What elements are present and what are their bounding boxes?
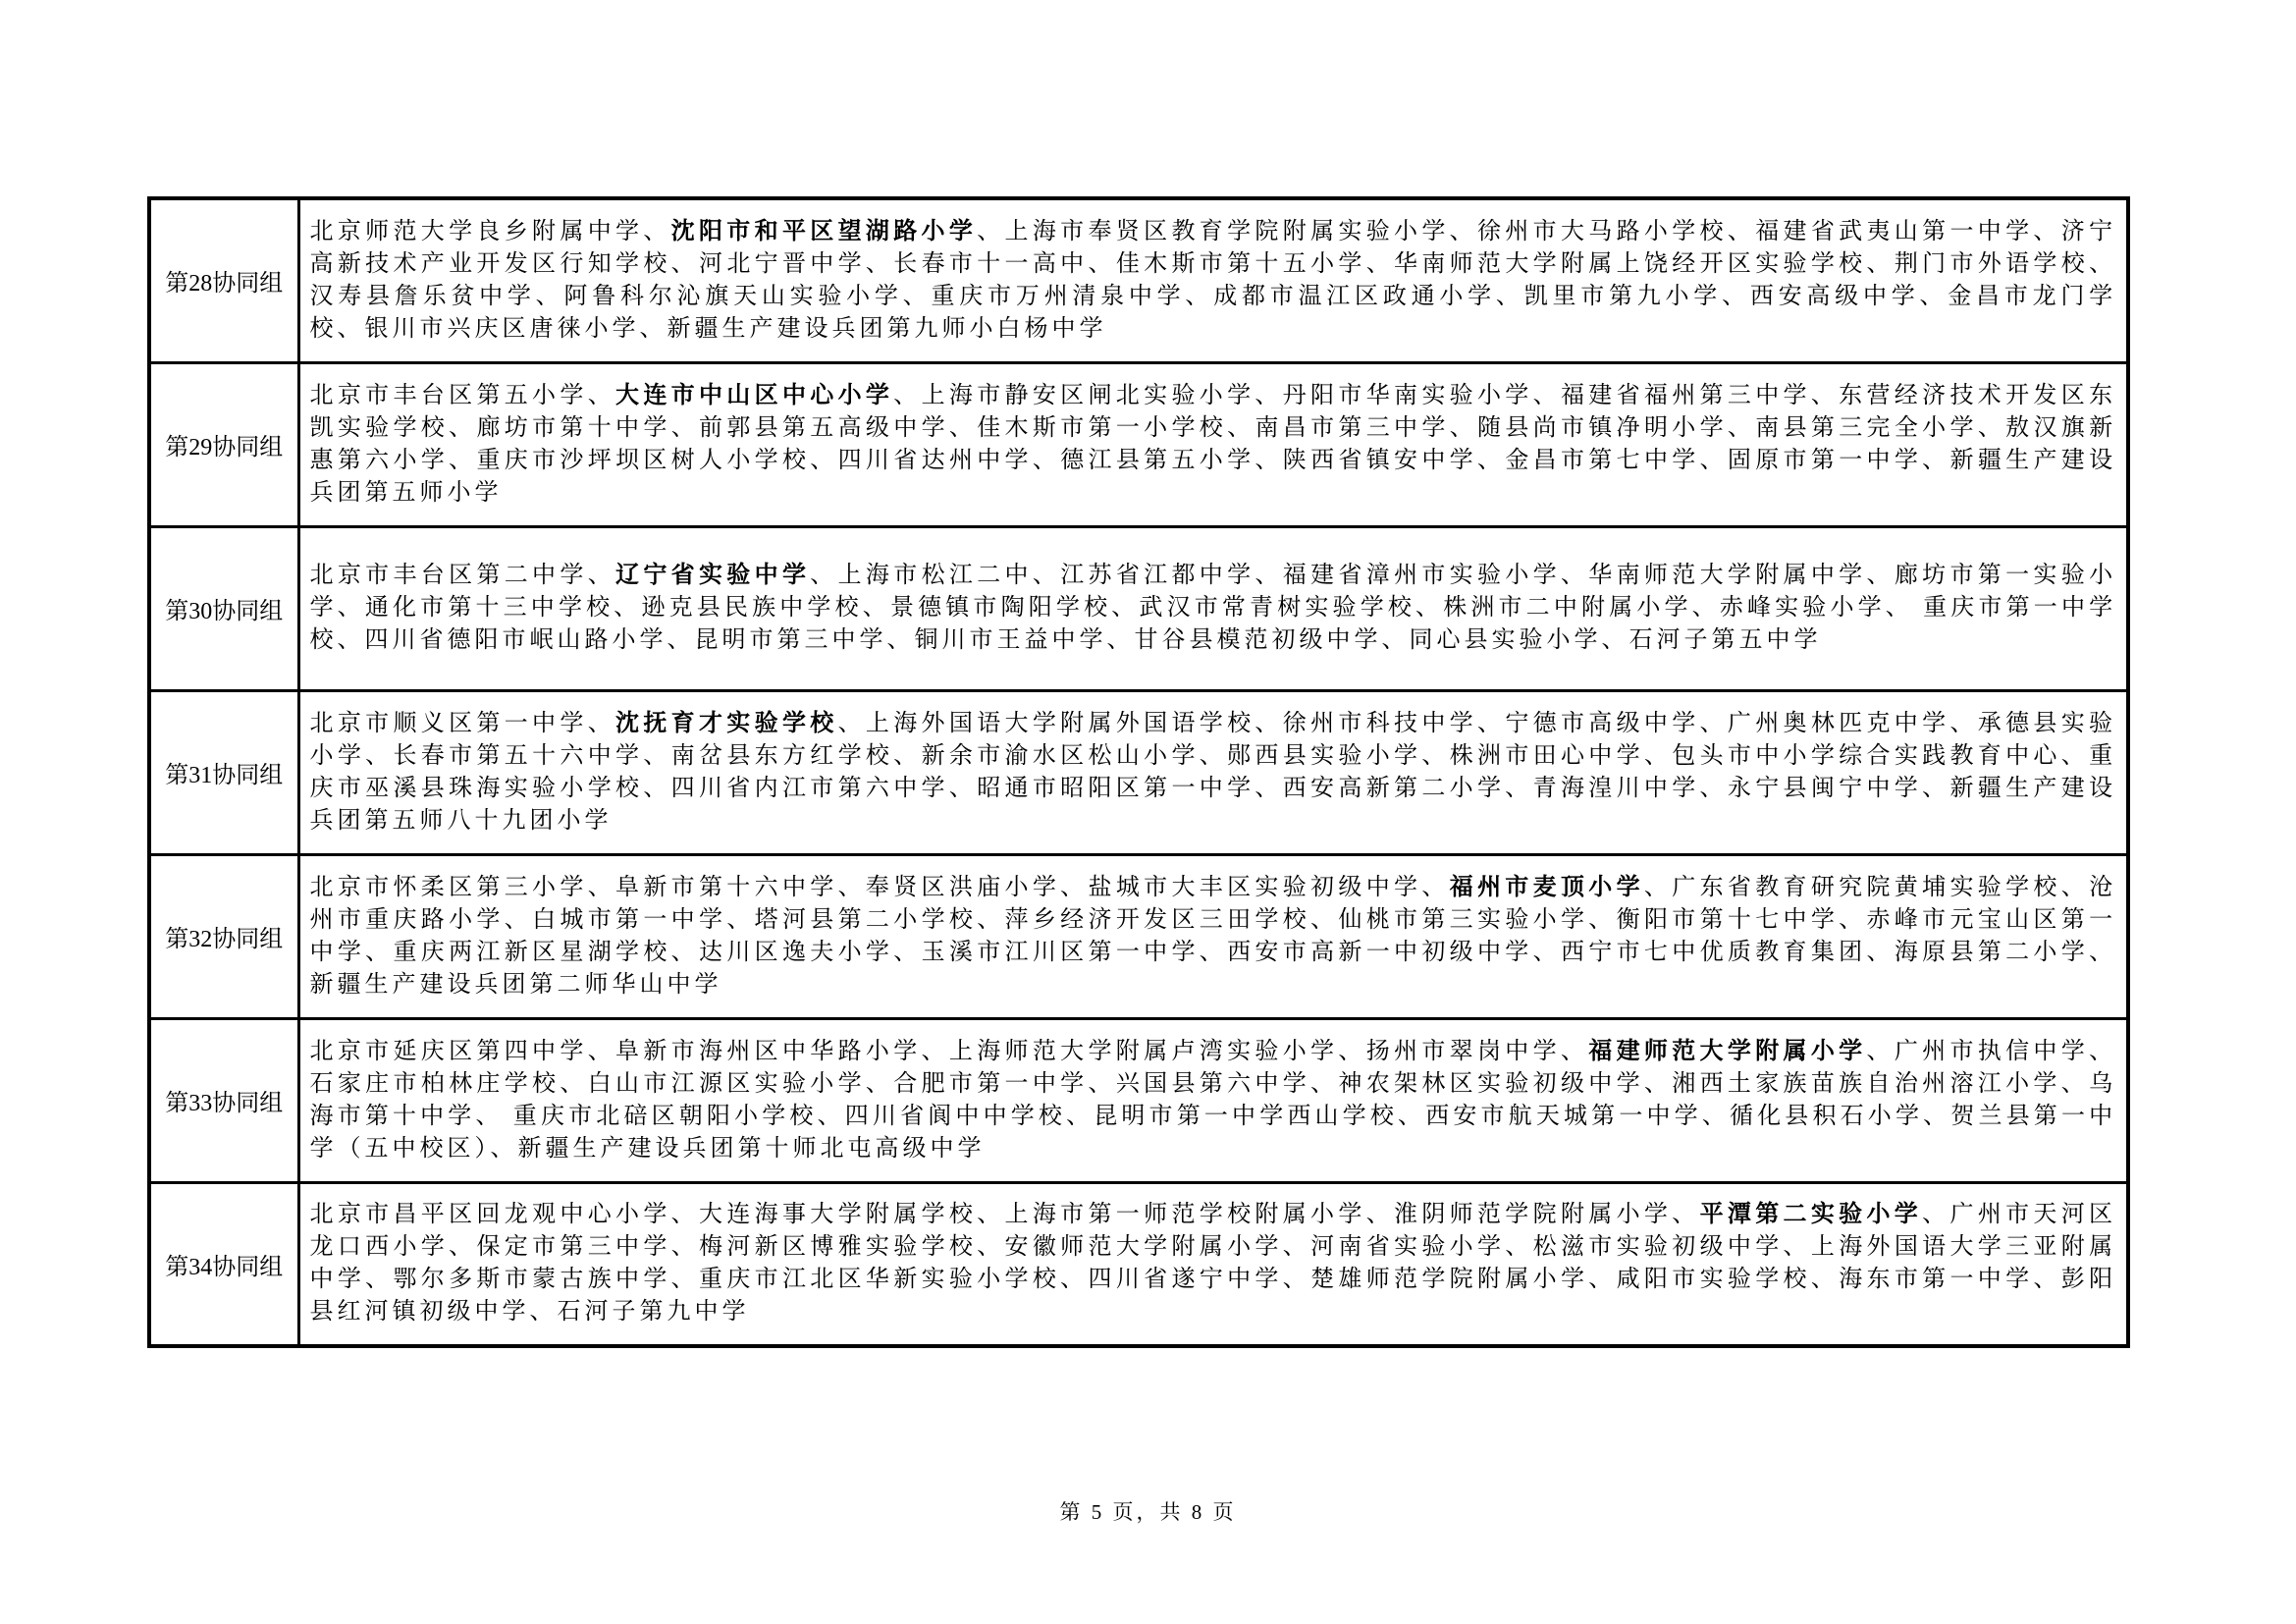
school-name: 济宁高新技术产业开发区行知学校 — [309, 218, 2117, 277]
school-separator: 、 — [977, 1234, 1005, 1261]
school-separator: 、 — [1111, 595, 1140, 621]
school-separator: 、 — [1866, 939, 1895, 965]
school-name: 重庆市第一中学校 — [309, 595, 2117, 653]
school-name: 丹阳市华南实验小学 — [1282, 382, 1533, 408]
school-name: 北京市顺义区第一中学 — [309, 710, 588, 736]
school-separator: 、 — [337, 627, 365, 653]
school-name: 赤峰实验小学 — [1719, 595, 1886, 621]
school-name: 北京市丰台区第五小学 — [309, 382, 588, 408]
school-separator: 、 — [1421, 874, 1450, 900]
school-separator: 、 — [893, 742, 922, 769]
school-separator: 、 — [1699, 710, 1728, 736]
school-name: 四川省遂宁中学 — [1088, 1267, 1283, 1293]
school-name: 安徽师范大学附属小学 — [1004, 1234, 1283, 1261]
school-name: 衡阳市第十七中学 — [1616, 906, 1840, 933]
school-separator: 、 — [977, 218, 1005, 244]
school-name: 咸阳市实验学校 — [1616, 1267, 1811, 1293]
school-separator: 、 — [643, 742, 671, 769]
school-name: 北京市怀柔区第三小学 — [309, 874, 588, 900]
school-name: 荆门市外语学校 — [1894, 250, 2090, 277]
school-separator: 、 — [1505, 1234, 1533, 1261]
school-separator: 、 — [639, 315, 667, 342]
school-separator: 、 — [670, 1234, 700, 1261]
school-name: 重庆市江北区华新实验小学校 — [699, 1267, 1061, 1293]
school-separator: 、 — [2060, 742, 2090, 769]
school-separator: 、 — [1365, 1202, 1395, 1228]
school-separator: 、 — [670, 1202, 699, 1228]
school-name: 郧西县实验小学 — [1227, 742, 1422, 769]
school-name: 包头市中小学综合实践教育中心 — [1672, 742, 2061, 769]
school-name: 重庆两江新区星湖学校 — [393, 939, 671, 965]
school-separator: 、 — [670, 414, 700, 441]
school-name: 景德镇市陶阳学校 — [889, 595, 1112, 621]
school-separator: 、 — [1923, 1103, 1951, 1129]
group-table-body — [149, 198, 2128, 1346]
school-name: 华南师范大学附属上饶经开区实验学校 — [1394, 250, 1867, 277]
school-separator: 、 — [1088, 1070, 1116, 1097]
school-separator: 、 — [365, 1267, 394, 1293]
school-separator: 、 — [1532, 382, 1561, 408]
group-label: 第28协同组 — [149, 198, 298, 362]
school-separator: 、 — [1032, 447, 1061, 473]
school-separator: 、 — [614, 595, 642, 621]
school-name: 阿鲁科尔沁旗天山实验小学 — [563, 283, 903, 309]
school-name: 阜新市第十六中学 — [615, 874, 838, 900]
school-separator: 、 — [490, 1135, 518, 1162]
school-separator: 、 — [1701, 1103, 1730, 1129]
school-name: 敖汉旗新惠第六小学 — [309, 414, 2117, 473]
school-name: 福建师范大学附属小学 — [1588, 1038, 1867, 1064]
school-name: 银川市兴庆区唐徕小学 — [364, 315, 640, 342]
school-separator: 、 — [587, 382, 616, 408]
school-separator: 、 — [1199, 939, 1228, 965]
group-row — [149, 198, 2128, 362]
school-separator: 、 — [726, 906, 755, 933]
school-name: 神农架林区实验初级中学 — [1338, 1070, 1644, 1097]
school-name: 西安高级中学 — [1749, 283, 1920, 309]
school-name: 逊克县民族中学校 — [641, 595, 863, 621]
school-separator: 、 — [1505, 775, 1533, 801]
school-separator: 、 — [921, 1038, 949, 1064]
school-name: 金昌市第七中学 — [1505, 447, 1700, 473]
school-separator: 、 — [667, 627, 695, 653]
school-name: 上海市第一师范学校附属小学 — [1004, 1202, 1366, 1228]
school-separator: 、 — [2089, 250, 2117, 277]
school-name: 昆明市第一中学西山学校 — [1094, 1103, 1399, 1129]
school-name: 湘西土家族苗族自治州溶江小学 — [1672, 1070, 2061, 1097]
school-separator: 、 — [1449, 218, 1477, 244]
school-name: 石河子第九中学 — [557, 1299, 750, 1326]
school-separator: 、 — [365, 742, 394, 769]
group-row — [149, 1182, 2128, 1346]
school-separator: 、 — [1588, 1267, 1617, 1293]
school-name: 辽宁省实验中学 — [615, 563, 811, 588]
school-name: 北京师范大学良乡附属中学 — [309, 218, 644, 244]
school-name: 石河子第五中学 — [1629, 627, 1822, 653]
school-separator: 、 — [670, 1267, 699, 1293]
school-separator: 、 — [1255, 775, 1283, 801]
school-name: 长春市十一高中 — [893, 250, 1089, 277]
school-separator: 、 — [1255, 447, 1283, 473]
school-name: 株洲市二中附属小学 — [1443, 595, 1692, 621]
school-separator: 、 — [2033, 1267, 2061, 1293]
school-separator: 、 — [560, 1070, 588, 1097]
school-name: 同心县实验小学 — [1409, 627, 1602, 653]
school-separator: 、 — [643, 218, 671, 244]
school-separator: 、 — [1866, 1038, 1895, 1064]
school-separator: 、 — [893, 939, 922, 965]
school-name: 循化县积石小学 — [1729, 1103, 1924, 1129]
school-separator: 、 — [2033, 218, 2061, 244]
school-separator: 、 — [1866, 563, 1895, 588]
school-name: 大连海事大学附属学校 — [699, 1202, 978, 1228]
school-separator: 、 — [643, 775, 671, 801]
school-name: 海原县第二小学 — [1894, 939, 2090, 965]
group-school-list — [298, 362, 2128, 526]
school-name: 河南省实验小学 — [1310, 1234, 1506, 1261]
school-separator: 、 — [1227, 414, 1255, 441]
school-name: 北京市昌平区回龙观中心小学 — [309, 1202, 671, 1228]
school-name: 奉贤区洪庙小学 — [865, 874, 1061, 900]
school-name: 青海湟川中学 — [1532, 775, 1700, 801]
school-separator: 、 — [1060, 874, 1089, 900]
school-name: 华南师范大学附属中学 — [1588, 563, 1867, 588]
group-label: 第31协同组 — [149, 690, 298, 854]
school-name: 达川区逸夫小学 — [699, 939, 894, 965]
group-school-list — [298, 526, 2128, 690]
school-separator: 、 — [865, 250, 894, 277]
school-name: 沈阳市和平区望湖路小学 — [670, 218, 978, 244]
school-separator: 、 — [535, 283, 564, 309]
school-separator: 、 — [475, 1103, 504, 1129]
school-name: 德江县第五小学 — [1060, 447, 1255, 473]
school-name: 永宁县闽宁中学 — [1727, 775, 1923, 801]
school-separator: 、 — [1365, 250, 1395, 277]
school-name: 甘谷县模范初级中学 — [1134, 627, 1382, 653]
school-separator: 、 — [1199, 742, 1228, 769]
school-name: 昆明市第三中学 — [694, 627, 887, 653]
school-separator: 、 — [1699, 775, 1728, 801]
school-name: 玉溪市江川区第一中学 — [921, 939, 1200, 965]
school-separator: 、 — [1810, 382, 1840, 408]
school-name: 松滋市实验初级中学 — [1532, 1234, 1784, 1261]
school-name: 通化市第十三中学校 — [364, 595, 614, 621]
group-row — [149, 690, 2128, 854]
school-separator: 、 — [1643, 1070, 1673, 1097]
school-name: 贺兰县第一中学（五中校区） — [309, 1103, 2117, 1162]
school-name: 昭通市昭阳区第一中学 — [977, 775, 1255, 801]
group-label: 第34协同组 — [149, 1182, 298, 1346]
school-separator: 、 — [1922, 775, 1950, 801]
school-name: 重庆市沙坪坝区树人小学校 — [476, 447, 811, 473]
group-label: 第30协同组 — [149, 526, 298, 690]
group-school-list — [298, 690, 2128, 854]
school-name: 梅河新区博雅实验学校 — [699, 1234, 978, 1261]
group-school-list — [298, 1018, 2128, 1182]
school-name: 新疆生产建设兵团第五师八十九团小学 — [309, 775, 2117, 834]
school-name: 新疆生产建设兵团第五师小学 — [309, 447, 2117, 506]
school-name: 广州市执信中学 — [1894, 1038, 2090, 1064]
school-separator: 、 — [1885, 595, 1913, 621]
school-name: 武汉市常青树实验学校 — [1139, 595, 1416, 621]
school-name: 西安市高新一中初级中学 — [1227, 939, 1533, 965]
school-separator: 、 — [529, 1299, 558, 1326]
school-name: 前郭县第五高级中学 — [699, 414, 949, 441]
school-name: 福州市麦顶小学 — [1449, 874, 1644, 900]
school-name: 上海市静安区闸北实验小学 — [921, 382, 1255, 408]
school-name: 承德县实验小学 — [309, 710, 2117, 769]
school-separator: 、 — [1398, 1103, 1426, 1129]
school-separator: 、 — [449, 1234, 477, 1261]
school-separator: 、 — [1032, 563, 1061, 588]
school-separator: 、 — [1282, 1267, 1311, 1293]
school-name: 沧州市重庆路小学 — [309, 874, 2117, 933]
group-row — [149, 1018, 2128, 1182]
school-name: 廊坊市第一实验小学 — [309, 563, 2117, 621]
school-name: 四川省德阳市岷山路小学 — [364, 627, 667, 653]
school-separator: 、 — [1449, 414, 1478, 441]
school-name: 株洲市田心中学 — [1449, 742, 1644, 769]
school-name: 淮阴师范学院附属小学 — [1394, 1202, 1673, 1228]
school-separator: 、 — [817, 1103, 845, 1129]
school-separator: 、 — [977, 1202, 1005, 1228]
school-separator: 、 — [1810, 1267, 1840, 1293]
school-name: 保定市第三中学 — [476, 1234, 671, 1261]
school-separator: 、 — [2089, 1038, 2117, 1064]
school-name: 福建省漳州市实验小学 — [1282, 563, 1561, 588]
school-name: 重庆市万州清泉中学 — [931, 283, 1186, 309]
school-separator: 、 — [902, 283, 932, 309]
school-separator: 、 — [449, 447, 477, 473]
school-separator: 、 — [587, 710, 616, 736]
school-name: 随县尚市镇净明小学 — [1477, 414, 1728, 441]
school-name: 阜新市海州区中华路小学 — [615, 1038, 922, 1064]
school-separator: 、 — [1727, 218, 1756, 244]
school-separator: 、 — [1601, 627, 1629, 653]
school-separator: 、 — [1588, 906, 1617, 933]
school-separator: 、 — [1415, 595, 1444, 621]
page-number-text: 第 5 页，共 8 页 — [1059, 1500, 1237, 1524]
school-name: 重庆市北碚区朝阳小学校 — [503, 1103, 818, 1129]
school-separator: 、 — [948, 775, 978, 801]
group-school-list — [298, 198, 2128, 362]
school-name: 徐州市科技中学 — [1282, 710, 1477, 736]
school-name: 楚雄师范学院附属小学 — [1310, 1267, 1589, 1293]
school-separator: 、 — [1060, 1267, 1089, 1293]
school-separator: 、 — [1282, 1234, 1311, 1261]
school-separator: 、 — [1783, 1234, 1811, 1261]
school-separator: 、 — [1310, 1070, 1339, 1097]
school-separator: 、 — [670, 250, 699, 277]
school-separator: 、 — [837, 874, 866, 900]
school-separator: 、 — [587, 874, 616, 900]
school-name: 南岔县东方红学校 — [670, 742, 894, 769]
school-name: 广州市天河区龙口西小学 — [309, 1202, 2117, 1261]
school-separator: 、 — [893, 382, 922, 408]
school-name: 西安市航天城第一中学 — [1425, 1103, 1702, 1129]
school-separator: 、 — [977, 906, 1005, 933]
school-name: 长春市第五十六中学 — [393, 742, 644, 769]
school-separator: 、 — [948, 414, 978, 441]
school-name: 广州奥林匹克中学 — [1727, 710, 1950, 736]
school-name: 盐城市大丰区实验初级中学 — [1088, 874, 1422, 900]
school-name: 固原市第一中学 — [1727, 447, 1923, 473]
school-name: 东营经济技术开发区东凯实验学校 — [309, 382, 2117, 441]
school-name: 南县第三完全小学 — [1755, 414, 1978, 441]
school-name: 河北宁晋中学 — [699, 250, 866, 277]
school-separator: 、 — [1106, 627, 1135, 653]
school-separator: 、 — [1699, 447, 1728, 473]
group-school-list — [298, 854, 2128, 1018]
group-school-list — [298, 1182, 2128, 1346]
school-separator: 、 — [810, 447, 838, 473]
school-name: 上海师范大学附属卢湾实验小学 — [948, 1038, 1339, 1064]
school-name: 新疆生产建设兵团第九师小白杨中学 — [667, 315, 1107, 342]
school-name: 北京市延庆区第四中学 — [309, 1038, 588, 1064]
school-separator: 、 — [810, 563, 838, 588]
school-separator: 、 — [670, 939, 699, 965]
school-separator: 、 — [587, 563, 616, 588]
school-separator: 、 — [1255, 710, 1283, 736]
school-name: 重庆市巫溪县珠海实验小学校 — [309, 742, 2117, 801]
school-separator: 、 — [587, 1038, 616, 1064]
school-name: 鄂尔多斯市蒙古族中学 — [393, 1267, 671, 1293]
school-separator: 、 — [504, 906, 533, 933]
school-name: 上海外国语大学三亚附属中学 — [309, 1234, 2117, 1293]
school-separator: 、 — [449, 414, 477, 441]
school-separator: 、 — [1722, 283, 1750, 309]
school-separator: 、 — [886, 627, 915, 653]
page-footer — [0, 1496, 2296, 1526]
school-name: 新余市渝水区松山小学 — [921, 742, 1200, 769]
group-label: 第29协同组 — [149, 362, 298, 526]
school-separator: 、 — [1338, 1038, 1366, 1064]
school-name: 廊坊市第十中学 — [476, 414, 671, 441]
school-name: 成都市温江区政通小学 — [1213, 283, 1496, 309]
school-name: 新疆生产建设兵团第二师华山中学 — [309, 971, 722, 998]
school-name: 平潭第二实验小学 — [1699, 1202, 1923, 1228]
group-label: 第32协同组 — [149, 854, 298, 1018]
school-separator: 、 — [1919, 283, 1949, 309]
school-separator: 、 — [2060, 1070, 2090, 1097]
school-separator: 、 — [1532, 939, 1561, 965]
school-separator: 、 — [865, 1070, 894, 1097]
school-name: 扬州市翠岗中学 — [1365, 1038, 1561, 1064]
school-separator: 、 — [1922, 447, 1950, 473]
school-name: 合肥市第一中学 — [893, 1070, 1089, 1097]
school-name: 赤峰市元宝山区第一中学 — [309, 906, 2117, 965]
school-separator: 、 — [1560, 563, 1589, 588]
school-separator: 、 — [1922, 1202, 1950, 1228]
group-row — [149, 362, 2128, 526]
school-name: 四川省阆中中学校 — [844, 1103, 1067, 1129]
school-name: 萍乡经济开发区三田学校 — [1004, 906, 1311, 933]
school-name: 广东省教育研究院黄埔实验学校 — [1672, 874, 2061, 900]
school-separator: 、 — [1255, 563, 1283, 588]
school-name: 彭阳县红河镇初级中学 — [309, 1267, 2117, 1326]
school-separator: 、 — [1310, 906, 1339, 933]
group-row — [149, 854, 2128, 1018]
school-separator: 、 — [1560, 1038, 1589, 1064]
school-separator: 、 — [1977, 414, 2006, 441]
school-separator: 、 — [1643, 874, 1673, 900]
group-row — [149, 526, 2128, 690]
school-separator: 、 — [365, 939, 394, 965]
school-name: 上海市松江二中 — [837, 563, 1033, 588]
school-separator: 、 — [1672, 1202, 1700, 1228]
school-name: 上海市奉贤区教育学院附属实验小学 — [1004, 218, 1450, 244]
school-separator: 、 — [837, 710, 866, 736]
school-name: 兴国县第六中学 — [1115, 1070, 1311, 1097]
school-name: 四川省内江市第六中学 — [670, 775, 949, 801]
school-separator: 、 — [1727, 414, 1756, 441]
school-name: 陕西省镇安中学 — [1282, 447, 1478, 473]
school-name: 江苏省江都中学 — [1060, 563, 1255, 588]
school-name: 徐州市大马路小学校 — [1476, 218, 1728, 244]
school-name: 白城市第一中学 — [532, 906, 727, 933]
school-name: 北京市丰台区第二中学 — [309, 563, 588, 588]
school-separator: 、 — [337, 595, 365, 621]
school-name: 白山市江源区实验小学 — [587, 1070, 866, 1097]
school-separator: 、 — [2060, 874, 2090, 900]
school-name: 海东市第一中学 — [1839, 1267, 2034, 1293]
school-separator: 、 — [1839, 906, 1867, 933]
group-label: 第33协同组 — [149, 1018, 298, 1182]
school-separator: 、 — [1691, 595, 1720, 621]
school-name: 沈抚育才实验学校 — [615, 710, 838, 736]
school-separator: 、 — [1066, 1103, 1095, 1129]
school-separator: 、 — [1495, 283, 1524, 309]
school-name: 新疆生产建设兵团第十师北屯高级中学 — [517, 1135, 986, 1162]
school-separator: 、 — [1088, 250, 1116, 277]
school-separator: 、 — [1949, 710, 1978, 736]
school-separator: 、 — [862, 595, 890, 621]
school-separator: 、 — [1255, 382, 1283, 408]
school-name: 乌海市第十中学 — [309, 1070, 2117, 1129]
school-name: 四川省达州中学 — [837, 447, 1033, 473]
school-name: 福建省武夷山第一中学 — [1755, 218, 2034, 244]
school-separator: 、 — [1866, 250, 1895, 277]
school-name: 塔河县第二小学校 — [754, 906, 978, 933]
school-separator: 、 — [1476, 710, 1506, 736]
school-name: 佳木斯市第一小学校 — [977, 414, 1228, 441]
school-name: 汉寿县詹乐贫中学 — [309, 283, 536, 309]
school-name: 大连市中山区中心小学 — [615, 382, 894, 408]
group-table — [147, 196, 2130, 1348]
school-name: 南昌市第三中学 — [1255, 414, 1450, 441]
school-name: 宁德市高级中学 — [1505, 710, 1700, 736]
school-name: 仙桃市第三实验小学 — [1338, 906, 1589, 933]
school-separator: 、 — [1643, 742, 1673, 769]
school-separator: 、 — [1421, 742, 1450, 769]
school-name: 西宁市七中优质教育集团 — [1560, 939, 1867, 965]
school-separator: 、 — [2089, 939, 2117, 965]
school-name: 福建省福州第三中学 — [1560, 382, 1811, 408]
school-name: 金昌市龙门学校 — [309, 283, 2117, 342]
school-separator: 、 — [337, 315, 365, 342]
school-separator: 、 — [1477, 447, 1506, 473]
school-name: 上海外国语大学附属外国语学校 — [865, 710, 1255, 736]
school-name: 西安高新第二小学 — [1282, 775, 1506, 801]
school-separator: 、 — [1381, 627, 1410, 653]
school-name: 佳木斯市第十五小学 — [1115, 250, 1366, 277]
school-separator: 、 — [1185, 283, 1214, 309]
school-name: 石家庄市柏林庄学校 — [309, 1070, 561, 1097]
school-name: 铜川市王益中学 — [914, 627, 1107, 653]
school-name: 凯里市第九小学 — [1523, 283, 1723, 309]
